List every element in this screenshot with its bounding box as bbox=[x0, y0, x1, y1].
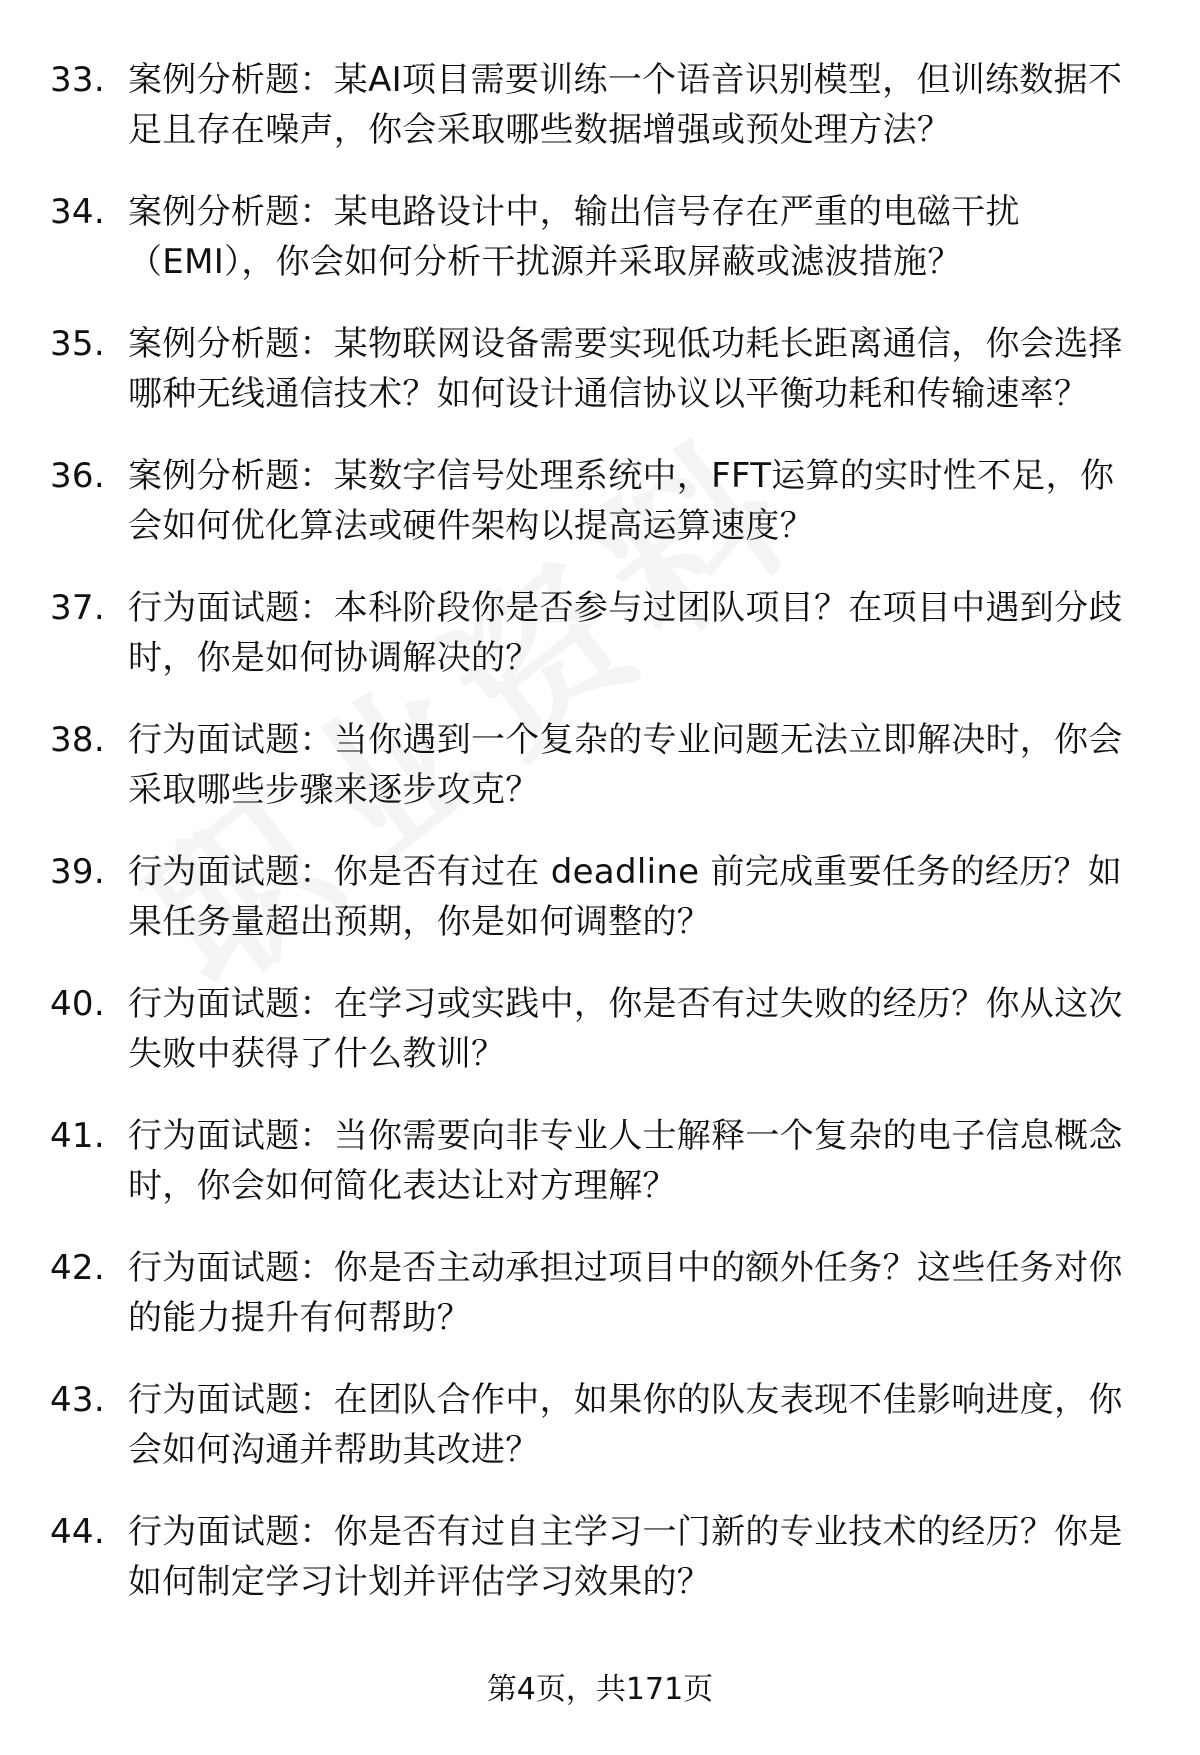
question-text: 行为面试题：在团队合作中，如果你的队友表现不佳影响进度，你会如何沟通并帮助其改进？ bbox=[128, 1380, 1123, 1470]
question-item bbox=[50, 1243, 1140, 1343]
question-number: 43. bbox=[50, 1380, 105, 1420]
question-text: 行为面试题：本科阶段你是否参与过团队项目？在项目中遇到分歧时，你是如何协调解决的？ bbox=[128, 588, 1123, 678]
question-item bbox=[50, 319, 1140, 419]
question-number: 39. bbox=[50, 852, 105, 892]
question-item bbox=[50, 55, 1140, 155]
question-text: 行为面试题：当你需要向非专业人士解释一个复杂的电子信息概念时，你会如何简化表达让对方理解？ bbox=[128, 1116, 1123, 1206]
question-text: 案例分析题：某AI项目需要训练一个语音识别模型，但训练数据不足且存在噪声，你会采取哪些数据增强或预处理方法？ bbox=[128, 60, 1123, 150]
question-item bbox=[50, 583, 1140, 683]
question-number: 33. bbox=[50, 60, 105, 100]
question-text: 行为面试题：你是否有过在 deadline 前完成重要任务的经历？如果任务量超出预期，你是如何调整的？ bbox=[128, 852, 1123, 942]
page-footer bbox=[0, 1670, 1200, 1710]
question-list bbox=[50, 55, 1140, 1639]
question-item bbox=[50, 451, 1140, 551]
question-number: 40. bbox=[50, 984, 105, 1024]
question-text: 行为面试题：你是否有过自主学习一门新的专业技术的经历？你是如何制定学习计划并评估学习效果的？ bbox=[128, 1512, 1123, 1602]
question-number: 34. bbox=[50, 192, 105, 232]
question-number: 44. bbox=[50, 1512, 105, 1552]
question-number: 35. bbox=[50, 324, 105, 364]
page-number: 第4页，共171页 bbox=[486, 1672, 714, 1707]
question-number: 42. bbox=[50, 1248, 105, 1288]
question-item bbox=[50, 715, 1140, 815]
question-number: 37. bbox=[50, 588, 105, 628]
question-text: 行为面试题：在学习或实践中，你是否有过失败的经历？你从这次失败中获得了什么教训？ bbox=[128, 984, 1123, 1074]
question-text: 案例分析题：某数字信号处理系统中，FFT运算的实时性不足，你会如何优化算法或硬件架构以提高运算速度？ bbox=[128, 456, 1115, 546]
question-item bbox=[50, 1375, 1140, 1475]
question-item bbox=[50, 847, 1140, 947]
question-number: 38. bbox=[50, 720, 105, 760]
question-item bbox=[50, 979, 1140, 1079]
question-text: 行为面试题：你是否主动承担过项目中的额外任务？这些任务对你的能力提升有何帮助？ bbox=[128, 1248, 1123, 1338]
question-text: 行为面试题：当你遇到一个复杂的专业问题无法立即解决时，你会采取哪些步骤来逐步攻克？ bbox=[128, 720, 1123, 810]
question-item bbox=[50, 1507, 1140, 1607]
question-number: 36. bbox=[50, 456, 105, 496]
question-number: 41. bbox=[50, 1116, 105, 1156]
question-item bbox=[50, 1111, 1140, 1211]
question-item bbox=[50, 187, 1140, 287]
question-text: 案例分析题：某电路设计中，输出信号存在严重的电磁干扰（EMI），你会如何分析干扰源并采取屏蔽或滤波措施？ bbox=[128, 192, 1020, 282]
question-text: 案例分析题：某物联网设备需要实现低功耗长距离通信，你会选择哪种无线通信技术？如何设计通信协议以平衡功耗和传输速率？ bbox=[128, 324, 1123, 414]
